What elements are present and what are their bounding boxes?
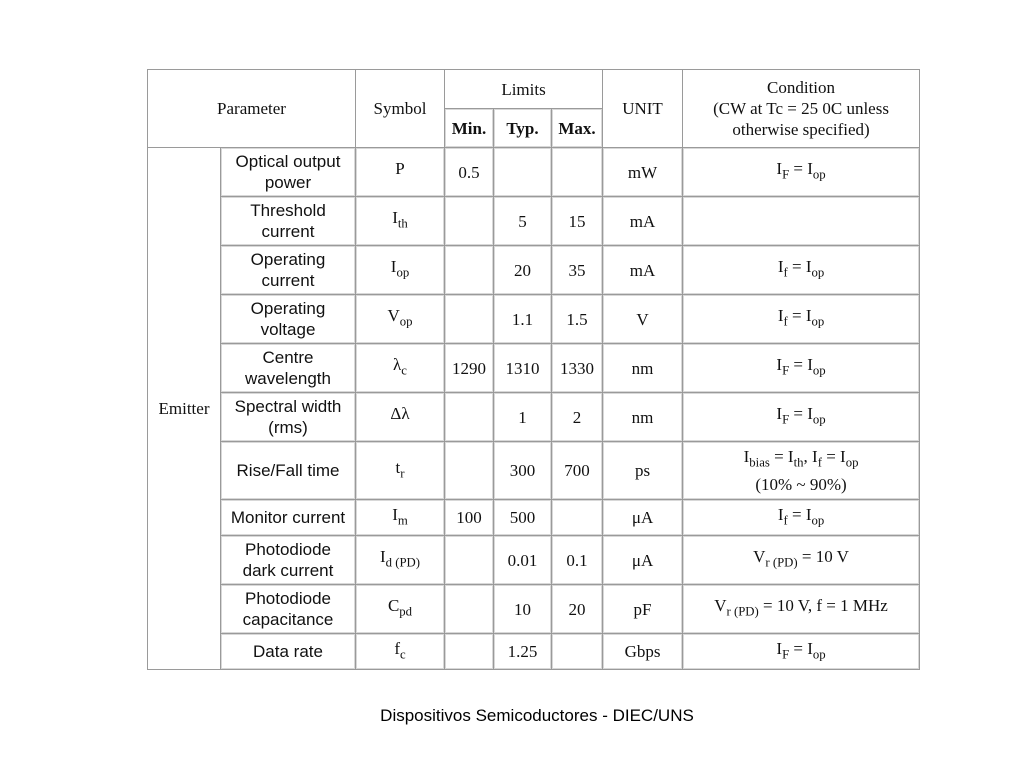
cond-a: I <box>776 159 783 179</box>
symbol-cell <box>356 585 445 634</box>
max-cell: 20 <box>552 585 603 634</box>
symbol-subscript: op <box>396 265 410 280</box>
cond-a: I <box>777 504 784 524</box>
parameter-cell <box>221 246 356 295</box>
unit-cell: μA <box>603 500 683 536</box>
symbol-cell <box>356 634 445 670</box>
cond-a: I <box>776 638 783 658</box>
unit-cell: mA <box>603 246 683 295</box>
cond-b: = I <box>787 504 812 524</box>
cond-a-sub: r (PD) <box>726 604 759 619</box>
typ-cell: 0.01 <box>494 536 552 585</box>
cond-c-sub: f <box>817 455 822 470</box>
typ-header: Typ. <box>494 109 552 148</box>
symbol-cell <box>356 295 445 344</box>
cond-c: , I <box>803 447 818 467</box>
symbol-main: C <box>387 596 400 616</box>
limits-header: Limits <box>445 70 603 109</box>
cond-b: = 10 V <box>797 547 849 567</box>
min-cell <box>445 585 494 634</box>
cond-b-sub: op <box>812 647 826 662</box>
cond-a: I <box>776 355 783 375</box>
symbol-main: I <box>390 257 397 277</box>
cond-a: I <box>777 257 784 277</box>
condition-line1 <box>683 403 919 430</box>
symbol-main: I <box>392 208 398 228</box>
parameter-line2: dark current <box>242 561 334 580</box>
parameter-cell <box>221 295 356 344</box>
condition-line1 <box>683 305 919 332</box>
parameter-line2: capacitance <box>242 610 334 629</box>
min-cell <box>445 295 494 344</box>
typ-cell: 1 <box>494 393 552 442</box>
parameter-line1: Photodiode <box>244 540 332 559</box>
cond-a: I <box>743 447 750 467</box>
cond-b-sub: op <box>811 314 825 329</box>
parameter-line1: Optical output <box>235 152 341 171</box>
table-row <box>148 148 920 197</box>
parameter-line2: current <box>261 222 315 241</box>
condition-line1 <box>683 546 919 573</box>
cond-a-sub: F <box>782 412 790 427</box>
min-cell: 0.5 <box>445 148 494 197</box>
cond-a-sub: f <box>783 314 788 329</box>
parameter-line1: Centre <box>262 348 314 367</box>
parameter-line1: Photodiode <box>244 589 332 608</box>
cond-b: = I <box>789 404 813 424</box>
symbol-cell <box>356 148 445 197</box>
cond-d: = I <box>821 447 846 467</box>
cond-b-sub: op <box>812 167 826 182</box>
min-cell <box>445 442 494 500</box>
min-cell <box>445 197 494 246</box>
parameter-cell <box>221 536 356 585</box>
cond-b: = 10 V, f = 1 MHz <box>758 596 888 616</box>
parameter-header: Parameter <box>148 70 356 148</box>
symbol-cell <box>356 197 445 246</box>
cond-a-sub: f <box>783 265 788 280</box>
cond-b-sub: op <box>811 265 825 280</box>
typ-cell: 1.25 <box>494 634 552 670</box>
condition-header <box>683 70 920 148</box>
parameter-line2: (rms) <box>268 418 308 437</box>
parameter-cell <box>221 442 356 500</box>
unit-cell: mA <box>603 197 683 246</box>
table-row <box>148 344 920 393</box>
condition-line1 <box>683 595 919 622</box>
typ-cell: 300 <box>494 442 552 500</box>
unit-cell: pF <box>603 585 683 634</box>
min-header: Min. <box>445 109 494 148</box>
cond-b-sub: op <box>812 412 826 427</box>
cond-a: V <box>714 596 727 616</box>
cond-a-sub: F <box>782 647 790 662</box>
cond-a: I <box>777 306 784 326</box>
cond-a-sub: r (PD) <box>765 555 798 570</box>
cond-a-sub: F <box>782 363 790 378</box>
parameter-line2: power <box>264 173 312 192</box>
max-cell <box>552 148 603 197</box>
parameter-line1: Spectral width <box>234 397 342 416</box>
typ-cell: 10 <box>494 585 552 634</box>
max-cell: 1330 <box>552 344 603 393</box>
min-cell <box>445 393 494 442</box>
parameter-line2: current <box>261 271 315 290</box>
symbol-main: λ <box>393 355 402 375</box>
max-cell <box>552 500 603 536</box>
condition-cell <box>683 500 920 536</box>
parameter-cell <box>221 344 356 393</box>
cond-b: = I <box>789 355 813 375</box>
symbol-header: Symbol <box>356 70 445 148</box>
cond-a-sub: f <box>783 513 788 528</box>
max-cell: 35 <box>552 246 603 295</box>
condition-header-line2: (CW at Tc = 25 0C unless <box>713 99 889 118</box>
parameter-line1: Operating <box>250 250 326 269</box>
symbol-subscript: d (PD) <box>385 555 421 570</box>
cond-b: = I <box>787 257 812 277</box>
symbol-main: Δλ <box>390 404 410 424</box>
condition-cell <box>683 585 920 634</box>
parameter-line1: Threshold <box>250 201 326 220</box>
parameter-line1: Data rate <box>253 642 323 661</box>
cond-a: I <box>776 404 783 424</box>
symbol-subscript: pd <box>399 604 413 619</box>
max-cell: 15 <box>552 197 603 246</box>
symbol-subscript: c <box>401 363 407 378</box>
typ-cell: 500 <box>494 500 552 536</box>
table-row <box>148 500 920 536</box>
condition-cell <box>683 148 920 197</box>
cond-b-sub: op <box>811 513 825 528</box>
condition-line1 <box>683 638 919 665</box>
max-cell: 700 <box>552 442 603 500</box>
condition-cell <box>683 295 920 344</box>
unit-cell: nm <box>603 344 683 393</box>
symbol-cell <box>356 536 445 585</box>
condition-header-line1: Condition <box>767 78 836 97</box>
symbol-main: V <box>387 306 400 326</box>
parameter-line1: Operating <box>250 299 326 318</box>
symbol-main: I <box>379 547 386 567</box>
symbol-subscript: op <box>399 314 413 329</box>
max-header: Max. <box>552 109 603 148</box>
symbol-main: t <box>395 457 401 477</box>
condition-header-line3: otherwise specified) <box>732 120 870 139</box>
symbol-cell <box>356 500 445 536</box>
condition-line1 <box>683 256 919 283</box>
table-row <box>148 246 920 295</box>
min-cell <box>445 634 494 670</box>
cond-b: = I <box>789 159 813 179</box>
cond-a: V <box>753 547 766 567</box>
condition-line2: (10% ~ 90%) <box>755 474 847 494</box>
spec-table <box>147 69 920 670</box>
parameter-cell <box>221 197 356 246</box>
symbol-main: I <box>392 504 398 524</box>
table-row <box>148 197 920 246</box>
table-row <box>148 585 920 634</box>
unit-header: UNIT <box>603 70 683 148</box>
cond-a-sub: bias <box>749 455 770 470</box>
table-row <box>148 393 920 442</box>
parameter-line2: wavelength <box>244 369 331 388</box>
symbol-subscript: m <box>397 513 408 528</box>
group-label: Emitter <box>148 148 221 670</box>
condition-line1 <box>683 354 919 381</box>
condition-cell <box>683 442 920 500</box>
unit-cell: Gbps <box>603 634 683 670</box>
typ-cell: 5 <box>494 197 552 246</box>
cond-a-sub: F <box>782 167 790 182</box>
min-cell: 100 <box>445 500 494 536</box>
parameter-cell <box>221 148 356 197</box>
parameter-cell <box>221 634 356 670</box>
condition-line1 <box>683 504 919 531</box>
cond-b-sub: th <box>793 455 804 470</box>
typ-cell <box>494 148 552 197</box>
unit-cell: ps <box>603 442 683 500</box>
cond-b: = I <box>769 447 794 467</box>
unit-cell: mW <box>603 148 683 197</box>
table-row <box>148 295 920 344</box>
typ-cell: 1310 <box>494 344 552 393</box>
symbol-main: P <box>395 159 405 179</box>
table-row <box>148 536 920 585</box>
condition-cell <box>683 246 920 295</box>
min-cell <box>445 246 494 295</box>
parameter-cell <box>221 500 356 536</box>
symbol-subscript: th <box>397 216 408 231</box>
condition-cell <box>683 634 920 670</box>
symbol-main: f <box>394 638 400 658</box>
table-row <box>148 634 920 670</box>
symbol-cell <box>356 442 445 500</box>
max-cell: 2 <box>552 393 603 442</box>
typ-cell: 20 <box>494 246 552 295</box>
parameter-line2: voltage <box>260 320 316 339</box>
cond-b-sub: op <box>812 363 826 378</box>
max-cell <box>552 634 603 670</box>
max-cell: 0.1 <box>552 536 603 585</box>
symbol-cell <box>356 393 445 442</box>
symbol-cell <box>356 344 445 393</box>
parameter-cell <box>221 393 356 442</box>
unit-cell: V <box>603 295 683 344</box>
symbol-subscript: r <box>400 466 405 481</box>
symbol-subscript: c <box>400 647 406 662</box>
symbol-cell <box>356 246 445 295</box>
condition-line1 <box>683 446 919 473</box>
condition-cell <box>683 536 920 585</box>
parameter-cell <box>221 585 356 634</box>
condition-cell <box>683 393 920 442</box>
parameter-line1: Rise/Fall time <box>236 461 340 480</box>
min-cell <box>445 536 494 585</box>
unit-cell: μA <box>603 536 683 585</box>
min-cell: 1290 <box>445 344 494 393</box>
condition-cell <box>683 197 920 246</box>
cond-b: = I <box>787 306 812 326</box>
typ-cell: 1.1 <box>494 295 552 344</box>
condition-cell <box>683 344 920 393</box>
max-cell: 1.5 <box>552 295 603 344</box>
cond-d-sub: op <box>845 455 859 470</box>
table-row <box>148 442 920 500</box>
footer-text: Dispositivos Semicoductores - DIEC/UNS <box>380 706 694 725</box>
unit-cell: nm <box>603 393 683 442</box>
cond-b: = I <box>789 638 813 658</box>
condition-line1 <box>683 158 919 185</box>
parameter-line1: Monitor current <box>230 508 346 527</box>
